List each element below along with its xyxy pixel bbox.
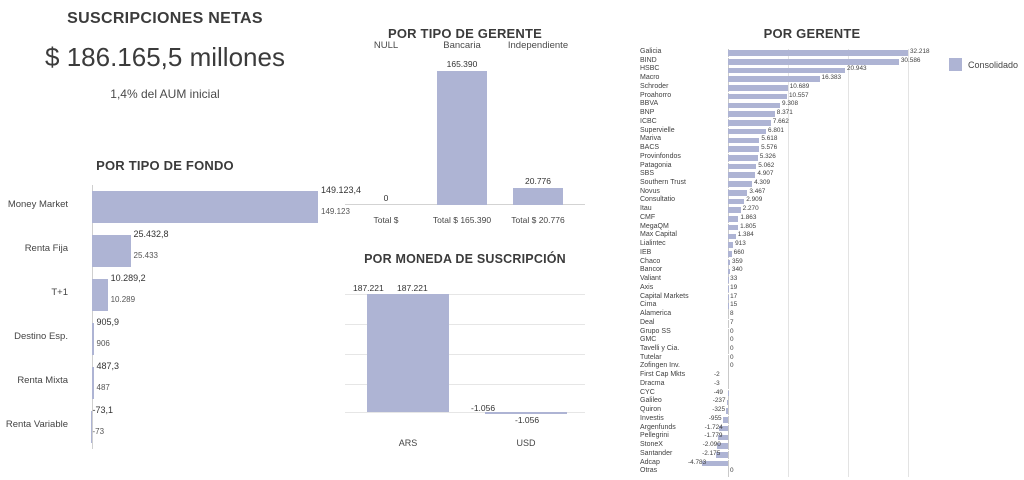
fondo-bar-value-secondary: -73 bbox=[92, 427, 105, 436]
gerente-value-label: 0 bbox=[730, 344, 734, 352]
gerente-value-label: 8 bbox=[730, 310, 734, 318]
fondo-bar-track bbox=[74, 317, 326, 361]
gerente-value-label: 359 bbox=[732, 257, 743, 265]
gerente-bar bbox=[728, 111, 775, 117]
fondo-bar bbox=[92, 367, 94, 399]
fondo-bar-track bbox=[74, 229, 326, 273]
fondo-bar-value-label: 905,9 bbox=[96, 317, 120, 327]
gerente-category-label: Galicia bbox=[640, 48, 662, 55]
gerente-category-label: Novus bbox=[640, 187, 660, 195]
chart-tipo-de-gerente-title: POR TIPO DE GERENTE bbox=[387, 26, 543, 41]
gerente-value-label: -2.175 bbox=[702, 449, 721, 457]
gerente-value-label: 0 bbox=[730, 467, 734, 475]
tipo-de-fondo-plot bbox=[0, 185, 362, 453]
gerente-category-label: Santander bbox=[640, 449, 673, 457]
gerente-bar bbox=[728, 234, 736, 240]
gerente-tipo-total-label: Total $ 165.390 bbox=[432, 215, 492, 225]
gerente-bar bbox=[728, 251, 732, 257]
gerente-zero-axis bbox=[728, 416, 729, 424]
gerente-category-label: Quiron bbox=[640, 406, 662, 414]
gerente-zero-axis bbox=[728, 390, 729, 398]
gerente-category-label: GMC bbox=[640, 336, 657, 344]
chart-por-gerente bbox=[600, 26, 1024, 480]
gerente-zero-axis bbox=[728, 398, 729, 406]
gerente-zero-axis bbox=[728, 346, 729, 354]
gerente-zero-axis bbox=[728, 355, 729, 363]
gerente-bar bbox=[728, 199, 744, 205]
gerente-bar bbox=[726, 408, 728, 414]
moneda-bar bbox=[485, 412, 567, 414]
gerente-value-label: 33 bbox=[730, 275, 738, 283]
fondo-bar-value-secondary: 10.289 bbox=[110, 295, 136, 304]
gerente-value-label: 20.943 bbox=[847, 65, 867, 73]
gerente-zero-axis bbox=[728, 285, 729, 293]
gerente-bar bbox=[728, 103, 780, 109]
legend-swatch-consolidado bbox=[949, 58, 962, 71]
gerente-value-label: 7.662 bbox=[772, 117, 789, 125]
gerente-category-label: Max Capital bbox=[640, 231, 677, 239]
gerente-category-label: Alamerica bbox=[640, 310, 672, 318]
gerente-zero-axis bbox=[728, 381, 729, 389]
gerente-value-label: 0 bbox=[730, 327, 734, 335]
gerente-category-label: Tutelar bbox=[640, 353, 662, 361]
gerente-tipo-bar bbox=[513, 188, 563, 205]
legend bbox=[949, 58, 1018, 71]
chart-tipo-de-fondo-title: POR TIPO DE FONDO bbox=[96, 158, 234, 173]
gerente-value-label: 0 bbox=[730, 336, 734, 344]
chart-tipo-de-gerente bbox=[345, 26, 585, 246]
gerente-bar bbox=[728, 181, 752, 187]
gerente-category-label: MegaQM bbox=[640, 222, 669, 230]
chart-por-gerente-title: POR GERENTE bbox=[763, 26, 861, 41]
gerente-value-label: 10.689 bbox=[789, 82, 810, 90]
gerente-bar bbox=[728, 216, 738, 222]
fondo-category-label: Renta Fija bbox=[24, 243, 68, 254]
fondo-category-label: Money Market bbox=[7, 199, 68, 210]
gerente-category-label: Argenfunds bbox=[640, 423, 676, 431]
gerente-zero-axis bbox=[728, 320, 729, 328]
gerente-category-label: StoneX bbox=[640, 441, 663, 449]
gerente-value-label: 2.909 bbox=[746, 196, 763, 204]
gerente-bar bbox=[728, 242, 733, 248]
fondo-bar-track bbox=[74, 405, 326, 449]
gerente-zero-axis bbox=[728, 460, 729, 468]
gerente-bar bbox=[728, 172, 755, 178]
fondo-bar bbox=[92, 191, 318, 223]
gerente-zero-axis bbox=[728, 329, 729, 337]
gerente-zero-axis bbox=[728, 451, 729, 459]
gerente-zero-axis bbox=[728, 433, 729, 441]
gerente-value-label: 30.586 bbox=[900, 56, 921, 64]
gerente-category-label: Deal bbox=[640, 318, 655, 326]
fondo-bar-value-secondary: 906 bbox=[96, 339, 110, 348]
gerente-value-label: 5.062 bbox=[758, 161, 775, 169]
gerente-value-label: 5.576 bbox=[761, 144, 778, 152]
gerente-bar bbox=[728, 164, 756, 170]
gerente-value-label: 3.467 bbox=[749, 187, 766, 195]
gerente-value-label: 6.801 bbox=[767, 126, 784, 134]
gerente-bar bbox=[728, 76, 820, 82]
gerente-value-label: -1.724 bbox=[704, 423, 723, 431]
chart-moneda-title: POR MONEDA DE SUSCRIPCIÓN bbox=[364, 252, 566, 266]
gerente-category-label: Macro bbox=[640, 74, 660, 82]
gerente-value-label: 1.384 bbox=[737, 231, 754, 239]
chart-moneda bbox=[345, 252, 585, 472]
gerente-category-label: Patagonia bbox=[640, 161, 672, 169]
gerente-category-label: CYC bbox=[640, 388, 655, 396]
gerente-bar bbox=[728, 138, 759, 144]
fondo-bar-value-secondary: 149.123 bbox=[321, 207, 350, 216]
gerente-bar bbox=[728, 269, 730, 275]
gerente-bar bbox=[728, 94, 787, 100]
gerente-category-label: HSBC bbox=[640, 65, 660, 73]
gerente-zero-axis bbox=[728, 407, 729, 415]
gerente-bar bbox=[728, 50, 908, 56]
gerente-category-label: First Cap Mkts bbox=[640, 371, 686, 379]
gerente-zero-axis bbox=[728, 337, 729, 345]
fondo-bar-value-label: 149.123,4 bbox=[321, 185, 362, 195]
fondo-category-label: Renta Mixta bbox=[17, 375, 68, 386]
gerente-value-label: 913 bbox=[735, 240, 746, 248]
moneda-category-label: ARS bbox=[398, 438, 418, 448]
gerente-category-label: Valiant bbox=[640, 275, 661, 283]
gerente-value-label: 5.326 bbox=[759, 152, 776, 160]
fondo-bar-row bbox=[0, 361, 330, 405]
gerente-value-label: 0 bbox=[730, 353, 734, 361]
gerente-category-label: Zofingen Inv. bbox=[640, 362, 680, 370]
legend-label-consolidado: Consolidado bbox=[967, 59, 1018, 70]
fondo-bar-row bbox=[0, 317, 330, 361]
gerente-category-label: BIND bbox=[640, 56, 657, 64]
gerente-zero-axis bbox=[728, 425, 729, 433]
kpi-panel bbox=[0, 10, 330, 101]
gerente-category-label: Consultatio bbox=[640, 196, 676, 204]
moneda-value-secondary: -1.056 bbox=[515, 415, 540, 425]
gerente-category-label: Otras bbox=[640, 467, 658, 475]
gerente-tipo-category-label: Bancaria bbox=[443, 40, 481, 51]
gerente-category-label: Bancor bbox=[640, 266, 663, 274]
gerente-category-label: Adcap bbox=[640, 458, 660, 466]
gerente-value-label: 7 bbox=[730, 318, 734, 326]
fondo-bar-value-label: -73,1 bbox=[92, 405, 114, 415]
gerente-value-label: -4.783 bbox=[688, 458, 707, 466]
gerente-value-label: 4.309 bbox=[754, 179, 771, 187]
fondo-bar-track bbox=[74, 185, 362, 229]
gerente-category-label: Investis bbox=[640, 414, 664, 422]
gerente-category-label: Provinfondos bbox=[640, 152, 681, 160]
gerente-value-label: 8.371 bbox=[776, 109, 793, 117]
gerente-tipo-bar bbox=[437, 71, 487, 205]
moneda-column bbox=[353, 280, 463, 450]
gerente-value-label: 1.805 bbox=[740, 222, 757, 230]
chart-tipo-de-fondo bbox=[0, 158, 362, 468]
fondo-bar bbox=[92, 279, 108, 311]
fondo-bar-value-label: 25.432,8 bbox=[133, 229, 169, 239]
moneda-value-secondary: 187.221 bbox=[397, 283, 428, 293]
fondo-bar-row bbox=[0, 405, 330, 449]
gerente-category-label: BACS bbox=[640, 144, 660, 152]
gerente-bar bbox=[728, 68, 845, 74]
gerente-zero-axis bbox=[728, 372, 729, 380]
gerente-tipo-value-label: 165.390 bbox=[446, 59, 478, 69]
gerente-category-label: Schroder bbox=[640, 82, 669, 90]
fondo-category-label: T+1 bbox=[51, 287, 68, 298]
gerente-category-label: Grupo SS bbox=[640, 327, 671, 335]
gerente-zero-axis bbox=[728, 442, 729, 450]
gerente-bar bbox=[728, 129, 766, 135]
moneda-column bbox=[471, 280, 581, 450]
gerente-value-label: 16.383 bbox=[821, 74, 842, 82]
kpi-subtitle: 1,4% del AUM inicial bbox=[110, 87, 220, 101]
gerente-zero-axis bbox=[728, 363, 729, 371]
gerente-category-label: Galileo bbox=[640, 397, 662, 405]
fondo-bar-value-label: 487,3 bbox=[96, 361, 120, 371]
gerente-bar bbox=[728, 85, 788, 91]
gerente-zero-axis bbox=[728, 302, 729, 310]
fondo-bar-value-label: 10.289,2 bbox=[110, 273, 146, 283]
fondo-bar bbox=[92, 235, 131, 267]
gerente-bar bbox=[728, 155, 758, 161]
gerente-zero-axis bbox=[728, 311, 729, 319]
gerente-category-label: BNP bbox=[640, 109, 655, 117]
gerente-tipo-total-label: Total $ 20.776 bbox=[511, 215, 565, 225]
gerente-category-label: BBVA bbox=[640, 100, 659, 108]
gerente-value-label: 2.270 bbox=[742, 205, 759, 213]
gerente-bar bbox=[728, 120, 771, 126]
gerente-value-label: 660 bbox=[733, 248, 745, 256]
por-gerente-plot bbox=[600, 49, 1024, 477]
gerente-value-label: -955 bbox=[708, 414, 722, 422]
gerente-category-label: Chaco bbox=[640, 257, 661, 265]
gerente-value-label: -237 bbox=[712, 397, 726, 405]
gerente-category-label: SBS bbox=[640, 170, 655, 178]
gerente-category-label: Cima bbox=[640, 301, 657, 309]
gerente-category-label: Tavelli y Cia. bbox=[640, 344, 680, 352]
gerente-category-label: Pellegrini bbox=[640, 432, 669, 440]
gerente-value-label: 340 bbox=[731, 266, 743, 274]
gerente-bar bbox=[728, 146, 759, 152]
kpi-value: $ 186.165,5 millones bbox=[45, 42, 285, 72]
gerente-value-label: -2.090 bbox=[702, 441, 721, 449]
fondo-bar-row bbox=[0, 229, 330, 273]
gerente-value-label: -1.779 bbox=[704, 432, 723, 440]
gerente-tipo-total-label: Total $ bbox=[373, 215, 399, 225]
gerente-category-label: Axis bbox=[640, 283, 654, 291]
gerente-value-label: 4.907 bbox=[757, 170, 774, 178]
gerente-value-label: 19 bbox=[730, 283, 738, 291]
gerente-bar bbox=[728, 190, 747, 196]
gerente-value-label: 5.618 bbox=[761, 135, 778, 143]
gerente-value-label: 9.308 bbox=[782, 100, 798, 108]
gerente-value-label: 0 bbox=[730, 362, 734, 370]
gerente-category-label: Proahorro bbox=[640, 91, 672, 99]
fondo-bar-track bbox=[74, 361, 326, 405]
gerente-category-label: Southern Trust bbox=[640, 179, 686, 187]
fondo-bar-value-secondary: 25.433 bbox=[133, 251, 158, 260]
gerente-tipo-category-label: NULL bbox=[373, 40, 399, 51]
fondo-bar bbox=[92, 323, 94, 355]
gerente-category-label: Lialintec bbox=[640, 240, 666, 248]
kpi-title: SUSCRIPCIONES NETAS bbox=[67, 10, 263, 27]
moneda-value-label: -1.056 bbox=[471, 403, 496, 413]
gerente-tipo-category-label: Independiente bbox=[507, 40, 569, 51]
moneda-value-label: 187.221 bbox=[353, 283, 384, 293]
gerente-value-label: 1.863 bbox=[740, 213, 757, 221]
fondo-category-label: Renta Variable bbox=[5, 419, 68, 430]
gerente-value-label: 15 bbox=[730, 301, 738, 309]
gerente-bar bbox=[723, 417, 728, 423]
gerente-bar-row bbox=[600, 468, 1024, 476]
gerente-category-label: Supervielle bbox=[640, 126, 675, 134]
gerente-value-label: 32.218 bbox=[910, 48, 930, 55]
gerente-bar bbox=[728, 59, 899, 65]
gerente-category-label: Capital Markets bbox=[640, 292, 689, 300]
gerente-category-label: ICBC bbox=[640, 117, 657, 125]
fondo-bar-value-secondary: 487 bbox=[96, 383, 110, 392]
moneda-category-label: USD bbox=[516, 438, 536, 448]
gerente-value-label: 17 bbox=[730, 292, 738, 300]
gerente-category-label: IEB bbox=[640, 248, 652, 256]
gerente-value-label: -2 bbox=[713, 371, 720, 379]
gerente-bar bbox=[728, 207, 741, 213]
moneda-bar bbox=[367, 294, 449, 412]
fondo-bar-row bbox=[0, 273, 330, 317]
gerente-value-label: -325 bbox=[712, 406, 726, 414]
fondo-bar-track bbox=[74, 273, 326, 317]
gerente-tipo-value-label: 0 bbox=[383, 193, 389, 203]
gerente-zero-axis bbox=[728, 468, 729, 476]
gerente-value-label: 10.557 bbox=[788, 91, 809, 99]
gerente-bar bbox=[728, 260, 730, 266]
gerente-bar bbox=[727, 400, 728, 406]
tipo-de-gerente-plot bbox=[345, 40, 585, 227]
gerente-value-label: -3 bbox=[713, 379, 720, 387]
gerente-category-label: CMF bbox=[640, 213, 656, 221]
fondo-bar-row bbox=[0, 185, 362, 229]
gerente-zero-axis bbox=[728, 294, 729, 302]
gerente-tipo-value-label: 20.776 bbox=[525, 176, 551, 187]
gerente-category-label: Dracma bbox=[640, 379, 665, 387]
gerente-bar bbox=[728, 225, 738, 231]
fondo-category-label: Destino Esp. bbox=[14, 331, 68, 342]
gerente-category-label: Mariva bbox=[640, 135, 662, 143]
gerente-category-label: Itau bbox=[640, 205, 652, 213]
moneda-plot bbox=[345, 280, 585, 450]
gerente-value-label: -49 bbox=[713, 388, 723, 396]
